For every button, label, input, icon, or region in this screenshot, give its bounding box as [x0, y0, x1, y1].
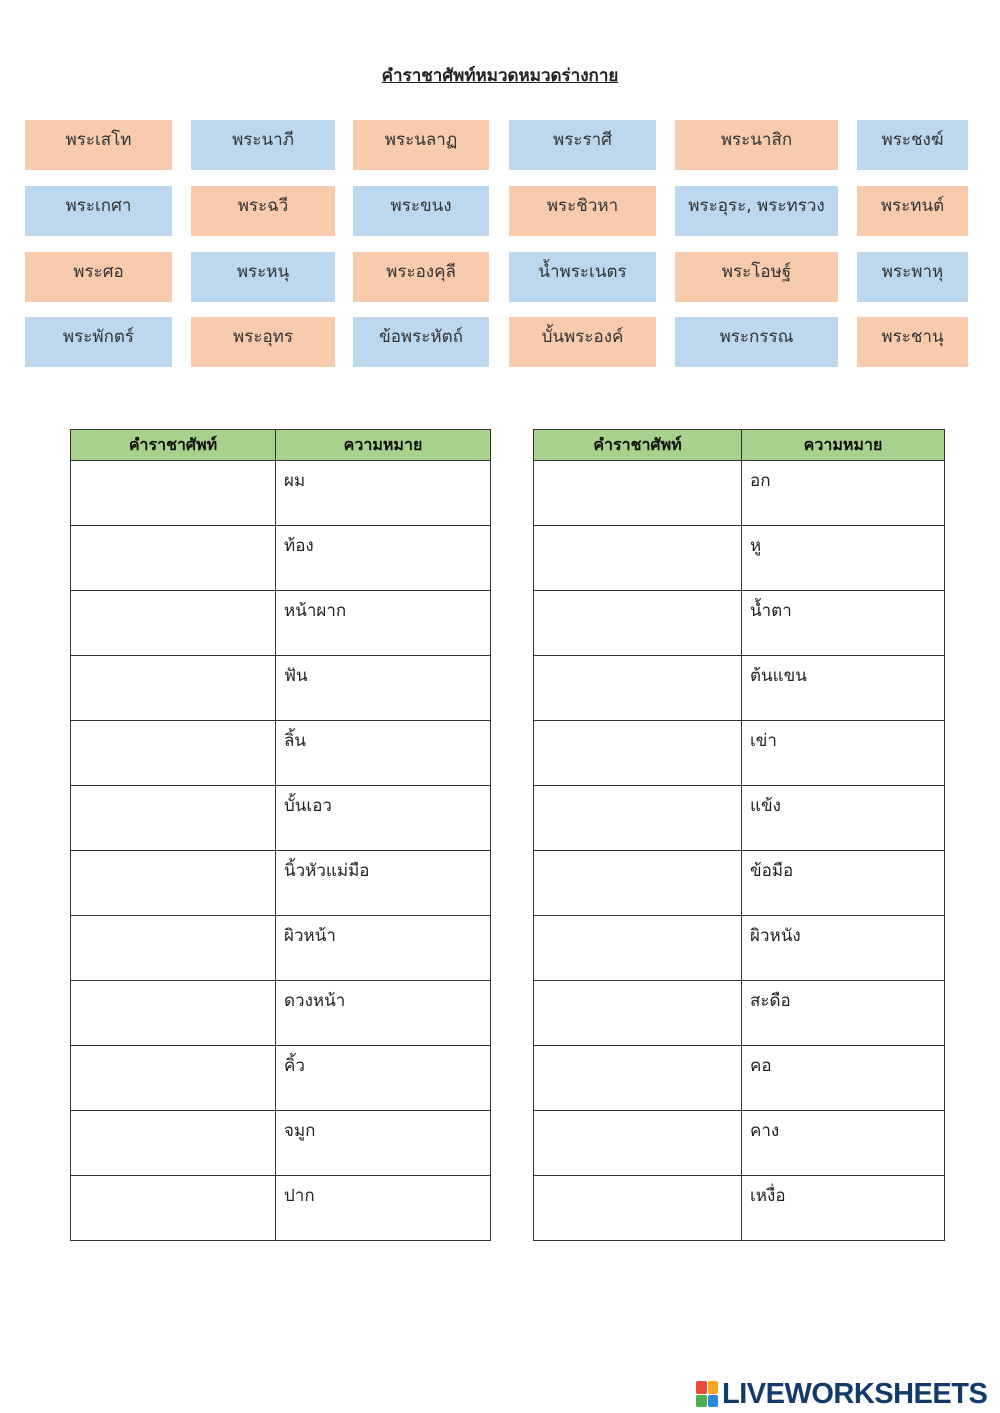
answer-cell[interactable] — [71, 1176, 276, 1241]
meaning-cell: ต้นแขน — [742, 656, 945, 721]
table-row — [534, 1176, 945, 1241]
table-row — [534, 526, 945, 591]
meaning-cell: ฟัน — [276, 656, 491, 721]
header-meaning: ความหมาย — [742, 430, 945, 461]
meaning-cell: บั้นเอว — [276, 786, 491, 851]
table-row — [534, 981, 945, 1046]
meaning-cell: ผิวหนัง — [742, 916, 945, 981]
word-chip[interactable]: บั้นพระองค์ — [509, 317, 656, 367]
word-chip[interactable]: พระอุทร — [191, 317, 335, 367]
word-chip[interactable]: พระชานุ — [857, 317, 968, 367]
answer-cell[interactable] — [534, 786, 742, 851]
answer-cell[interactable] — [534, 1046, 742, 1111]
word-chip[interactable]: พระองคุลี — [353, 252, 489, 302]
meaning-cell: คอ — [742, 1046, 945, 1111]
meaning-cell: น้ำตา — [742, 591, 945, 656]
answer-cell[interactable] — [71, 1111, 276, 1176]
logo-square — [708, 1381, 719, 1394]
table-row — [71, 851, 491, 916]
vocabulary-table-right — [533, 429, 945, 1241]
table-row — [534, 851, 945, 916]
word-chip[interactable]: พระราศี — [509, 120, 656, 170]
word-chip[interactable]: พระทนต์ — [857, 186, 968, 236]
table-row — [534, 916, 945, 981]
table-row — [534, 1111, 945, 1176]
liveworksheets-logo-icon — [696, 1381, 718, 1407]
meaning-cell: หู — [742, 526, 945, 591]
meaning-cell: ท้อง — [276, 526, 491, 591]
meaning-cell: ลิ้น — [276, 721, 491, 786]
word-chip[interactable]: น้ำพระเนตร — [509, 252, 656, 302]
answer-cell[interactable] — [71, 786, 276, 851]
answer-cell[interactable] — [534, 1111, 742, 1176]
logo-text: LIVEWORKSHEETS — [722, 1377, 988, 1410]
table-row — [534, 721, 945, 786]
word-chip[interactable]: พระชิวหา — [509, 186, 656, 236]
word-chip[interactable]: พระฉวี — [191, 186, 335, 236]
answer-cell[interactable] — [534, 656, 742, 721]
table-row — [71, 591, 491, 656]
word-chip[interactable]: พระอุระ, พระทรวง — [675, 186, 838, 236]
header-meaning: ความหมาย — [276, 430, 491, 461]
answer-cell[interactable] — [71, 591, 276, 656]
answer-cell[interactable] — [71, 461, 276, 526]
meaning-cell: เหงื่อ — [742, 1176, 945, 1241]
word-chip[interactable]: ข้อพระหัตถ์ — [353, 317, 489, 367]
table-row — [71, 1176, 491, 1241]
table-row — [71, 1046, 491, 1111]
header-royal-word: คำราชาศัพท์ — [534, 430, 742, 461]
word-chip[interactable]: พระโอษฐ์ — [675, 252, 838, 302]
table-row — [534, 461, 945, 526]
table-row — [71, 981, 491, 1046]
meaning-cell: แข้ง — [742, 786, 945, 851]
meaning-cell: อก — [742, 461, 945, 526]
table-row — [534, 656, 945, 721]
logo-square — [708, 1395, 719, 1408]
header-royal-word: คำราชาศัพท์ — [71, 430, 276, 461]
meaning-cell: ผม — [276, 461, 491, 526]
answer-cell[interactable] — [71, 526, 276, 591]
meaning-cell: ข้อมือ — [742, 851, 945, 916]
meaning-cell: ปาก — [276, 1176, 491, 1241]
word-chip[interactable]: พระพักตร์ — [25, 317, 172, 367]
meaning-cell: สะดือ — [742, 981, 945, 1046]
answer-cell[interactable] — [71, 851, 276, 916]
page-title: คำราชาศัพท์หมวดหมวดร่างกาย — [381, 66, 619, 86]
meaning-cell: จมูก — [276, 1111, 491, 1176]
word-chip[interactable]: พระขนง — [353, 186, 489, 236]
word-chip[interactable]: พระนลาฏ — [353, 120, 489, 170]
answer-cell[interactable] — [534, 981, 742, 1046]
answer-cell[interactable] — [534, 721, 742, 786]
liveworksheets-logo — [696, 1378, 987, 1410]
word-chip[interactable]: พระเกศา — [25, 186, 172, 236]
meaning-cell: ผิวหน้า — [276, 916, 491, 981]
logo-square — [696, 1395, 707, 1408]
logo-square — [696, 1381, 707, 1394]
table-row — [534, 786, 945, 851]
meaning-cell: คาง — [742, 1111, 945, 1176]
word-chip[interactable]: พระนาภี — [191, 120, 335, 170]
table-row — [534, 1046, 945, 1111]
word-chip[interactable]: พระพาหุ — [857, 252, 968, 302]
table-row — [71, 526, 491, 591]
table-row — [71, 721, 491, 786]
answer-cell[interactable] — [534, 851, 742, 916]
word-chip[interactable]: พระหนุ — [191, 252, 335, 302]
meaning-cell: หน้าผาก — [276, 591, 491, 656]
word-chip[interactable]: พระชงฆ์ — [857, 120, 968, 170]
meaning-cell: นิ้วหัวแม่มือ — [276, 851, 491, 916]
table-row — [71, 786, 491, 851]
word-chip[interactable]: พระศอ — [25, 252, 172, 302]
answer-cell[interactable] — [534, 1176, 742, 1241]
answer-cell[interactable] — [534, 591, 742, 656]
meaning-cell: คิ้ว — [276, 1046, 491, 1111]
answer-cell[interactable] — [534, 526, 742, 591]
answer-cell[interactable] — [71, 656, 276, 721]
answer-cell[interactable] — [534, 461, 742, 526]
meaning-cell: เข่า — [742, 721, 945, 786]
table-row — [71, 461, 491, 526]
answer-cell[interactable] — [71, 981, 276, 1046]
answer-cell[interactable] — [71, 916, 276, 981]
vocabulary-table-left — [70, 429, 491, 1241]
table-row — [71, 916, 491, 981]
answer-cell[interactable] — [71, 721, 276, 786]
word-chip[interactable]: พระเสโท — [25, 120, 172, 170]
answer-cell[interactable] — [71, 1046, 276, 1111]
word-chip[interactable]: พระกรรณ — [675, 317, 838, 367]
answer-cell[interactable] — [534, 916, 742, 981]
table-row — [71, 1111, 491, 1176]
table-row — [71, 656, 491, 721]
meaning-cell: ดวงหน้า — [276, 981, 491, 1046]
word-chip[interactable]: พระนาสิก — [675, 120, 838, 170]
table-row — [534, 591, 945, 656]
